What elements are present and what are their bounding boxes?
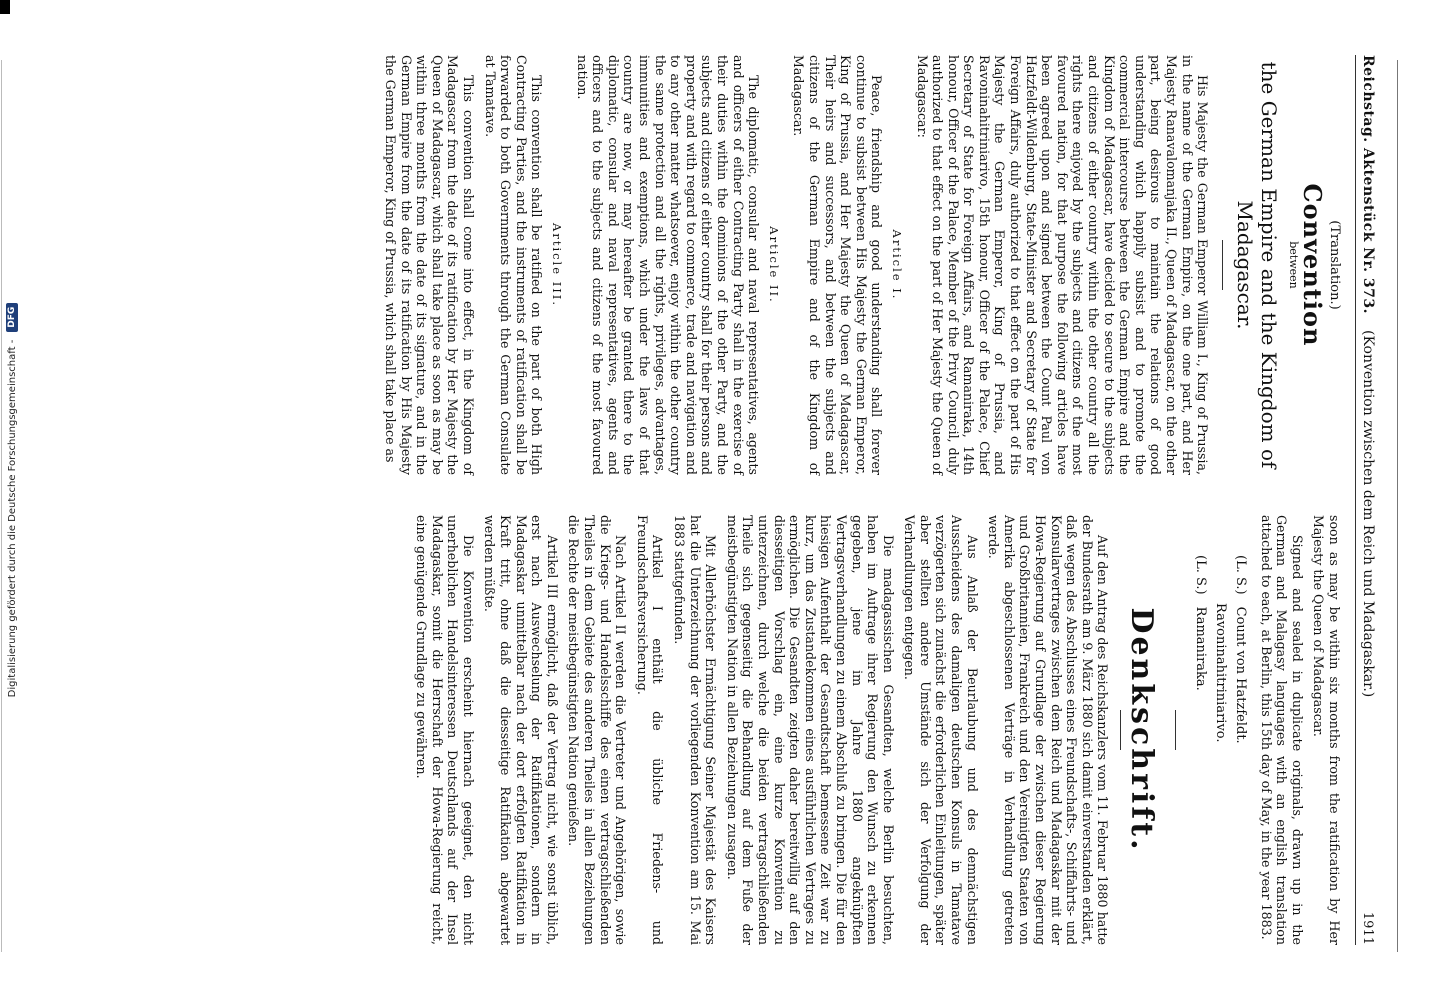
- signature-block: [1190, 555, 1250, 945]
- memo-paragraph: Artikel I enthält die übliche Friedens- und Freundschaftsversicherung.: [634, 515, 666, 945]
- signatory-name: Ramaniraka.: [1193, 606, 1209, 691]
- running-head-subtitle: (Konvention zwischen dem Reich und Madagaskar.): [1360, 330, 1376, 698]
- between-label: between: [1286, 241, 1300, 289]
- translation-note: (Translation.): [1327, 220, 1342, 310]
- signatory-name: Count von Hatzfeldt.: [1233, 606, 1249, 744]
- article-3-heading: Article III.: [550, 223, 565, 307]
- article-1-heading: Article I.: [889, 229, 904, 301]
- memo-paragraph: Artikel III ermöglicht, daß der Vertrag nicht, wie sonst üblich, erst nach Auswechselung der Ratifikationen, sondern in Madagaskar unmittelbar nach der dort erfolgten Ratifikation in Kraft tritt, ohne daß die diesseitige Ratifikation abgewartet werden müßte.: [482, 515, 560, 945]
- scan-edge-right: [1397, 60, 1398, 952]
- memo-paragraph: Auf den Antrag des Reichskanzlers vom 11. Februar 1880 hatte der Bundesrath am 9. März 1880 sich damit einverstanden erklärt, daß wegen des Abschlusses eines Freundschafts-, Schiffahrts- und Konsularvertrages zwischen dem Reich und Madagaskar mit der Howa-Regierung auf Grundlage der zwischen dieser Regierung und Großbritannien, Frankreich und den Vereinigten Staaten von Amerika abgeschlossenen Verträge in Verhandlung getreten werde.: [986, 515, 1111, 945]
- article-1-text: Peace, friendship and good understanding shall forever continue to subsist between His Majesty the German Emperor, King of Prussia, and Her Majesty the Queen of Madagascar, Their heirs and successors, and between the subjects and citizens of the German Empire and of the Kingdom of Madagascar.: [791, 55, 885, 475]
- divider: [1222, 240, 1223, 290]
- convention-parties: the German Empire and the Kingdom of Madagascar.: [1233, 61, 1282, 469]
- digitization-footer: [0, 0, 24, 1000]
- memo-paragraph: Die madagassischen Gesandten, welche Berlin besuchten, haben im Auftrage ihrer Regierung den Wunsch zu erkennen gegeben, jene im Jahre 1880 angeknüpften Vertragsverhandlungen zu einem Abschluß zu bringen. Die für den hiesigen Aufenthalt der Gesandtschaft bemessene Zeit war zu kurz, um das Zustandekommen eines ausführlichen Vertrages zu ermöglichen. Die Gesandten zeigten daher bereitwillig auf den diesseitigen Vorschlag ein, eine kurze Konvention zu unterzeichnen, durch welche die beiden vertragschließenden Theile sich gegenseitig die Behandlung auf dem Fuße der meistbegünstigten Nation in allen Beziehungen zusagen.: [724, 515, 896, 945]
- signature-line: [1210, 603, 1230, 945]
- preamble: His Majesty the German Emperor William I., King of Prussia, in the name of the German Empire, on the one part, and Her Majesty Ranavalomanjaka II., Queen of Madagascar, on the other part, being desirous to maintain the relations of good understanding which happily subsist and to promote the commercial intercourse between the German Empire and the Kingdom of Madagascar, have decided to secure to the subjects and citizens of either country within the other country all the rights there enjoyed by the subjects and citizens of the most favoured nation, for that purpose the following articles have been agreed upon and signed between the Count Paul von Hatzfeldt-Wildenburg, State-Minister and Secretary of State for Foreign Affairs, duly authorized to that effect on the part of His Majesty the German Emperor, King of Prussia, and Ravoninahitriniarivo, 15th honour, Officer of the Palace, Chief Secretary of State for Foreign Affairs, and Ramaniraka, 14th honour, Officer of the Palace, Member of the Privy Council, duly authorized to that effect on the part of Her Majesty the Queen of Madagascar:: [914, 55, 1211, 475]
- closing-signed: Signed and sealed in duplicate originals, drawn up in the German and Malagasy languages with an english translation attached to each, at Berlin, this 15th day of May, in the year 1883.: [1258, 515, 1305, 945]
- seal-mark: (L. S.): [1233, 555, 1249, 595]
- digitization-text: Digitalisierung gefördert durch die Deutsche Forschungsgemeinschaft -: [6, 339, 18, 698]
- memo-title: Denkschrift.: [1124, 607, 1160, 853]
- convention-column: [377, 55, 1342, 475]
- memo-paragraph: Mit Allerhöchster Ermächtigung Seiner Majestät des Kaisers hat die Unterzeichnung der vorliegenden Konvention am 15. Mai 1883 stattgefunden.: [672, 515, 719, 945]
- divider: [1120, 710, 1121, 750]
- signature-line: [1230, 555, 1250, 945]
- memo-paragraph: Aus Anlaß der Beurlaubung und des demnächstigen Ausscheidens des damaligen deutschen Konsuls in Tamatave verzögerten sich zunächst die erforderlichen Einleitungen, später aber stellten andere Umstände sich der Verfolgung der Verhandlungen entgegen.: [902, 515, 980, 945]
- rotated-page: [100, 55, 1390, 945]
- article-3-text: This convention shall be ratified on the part of both High Contracting Parties, and the instruments of ratification shall be forwarded to both Governments through the German Consulate at Tamatave.: [482, 55, 545, 475]
- divider: [1175, 710, 1176, 750]
- article-2-text: The diplomatic, consular and naval representatives, agents and officers of either Contracting Party shall in the exercise of their duties within the dominions of the other Party, and the subjects and citizens of either country shall for their persons and property and with regard to commerce, trade and navigation and to any other matter whatsoever, enjoy within the other country the same protection and all the rights, privileges, advantages, immunities and exemptions, which under the laws of that country are now, or may hereafter be granted there to the diplomatic, consular and naval representatives, agents and officers and to the subjects and citizens of the most favoured nation.: [574, 55, 762, 475]
- convention-title: Convention: [1298, 183, 1328, 347]
- signature-line: [1190, 555, 1210, 945]
- signatory-name: Ravoninahitriniarivo.: [1213, 603, 1229, 743]
- article-3-text-continued: This convention shall come into effect, in the Kingdom of Madagascar from the date of its ratification by Her Majesty the Queen of Madagascar, which shall take place as soon as may be within three months from the date of its signature, and in the German Empire from the date of its ratification by His Majesty the German Emperor, King of Prussia, which shall take place as: [383, 55, 477, 475]
- dfg-logo: DFG: [6, 303, 18, 332]
- seal-mark: (L. S.): [1193, 555, 1209, 595]
- memo-column: [408, 515, 1343, 945]
- memo-body: [414, 515, 1111, 945]
- memo-paragraph: Die Konvention erscheint hiernach geeignet, den nicht unerheblichen Handelsinteressen Deutschlands auf der Insel Madagaskar, somit die Herrschaft der Howa-Regierung reicht, eine genügende Grundlage zu gewähren.: [414, 515, 476, 945]
- article-2-heading: Article II.: [766, 226, 781, 304]
- page-number: 1911: [1360, 911, 1375, 945]
- running-head-title: Reichstag. Aktenstück Nr. 373.: [1360, 55, 1376, 314]
- closing-ratification: soon as may be within six months from the ratification by Her Majesty the Queen of Madagascar.: [1311, 515, 1342, 945]
- memo-paragraph: Nach Artikel II werden die Vertreter und Angehörigen, sowie die Kriegs- und Handelsschiffe des einen vertragschließenden Theiles in dem Gebiete des anderen Theiles in allen Beziehungen die Rechte der meistbegünstigten Nation genießen.: [566, 515, 629, 945]
- running-head: [1355, 55, 1390, 945]
